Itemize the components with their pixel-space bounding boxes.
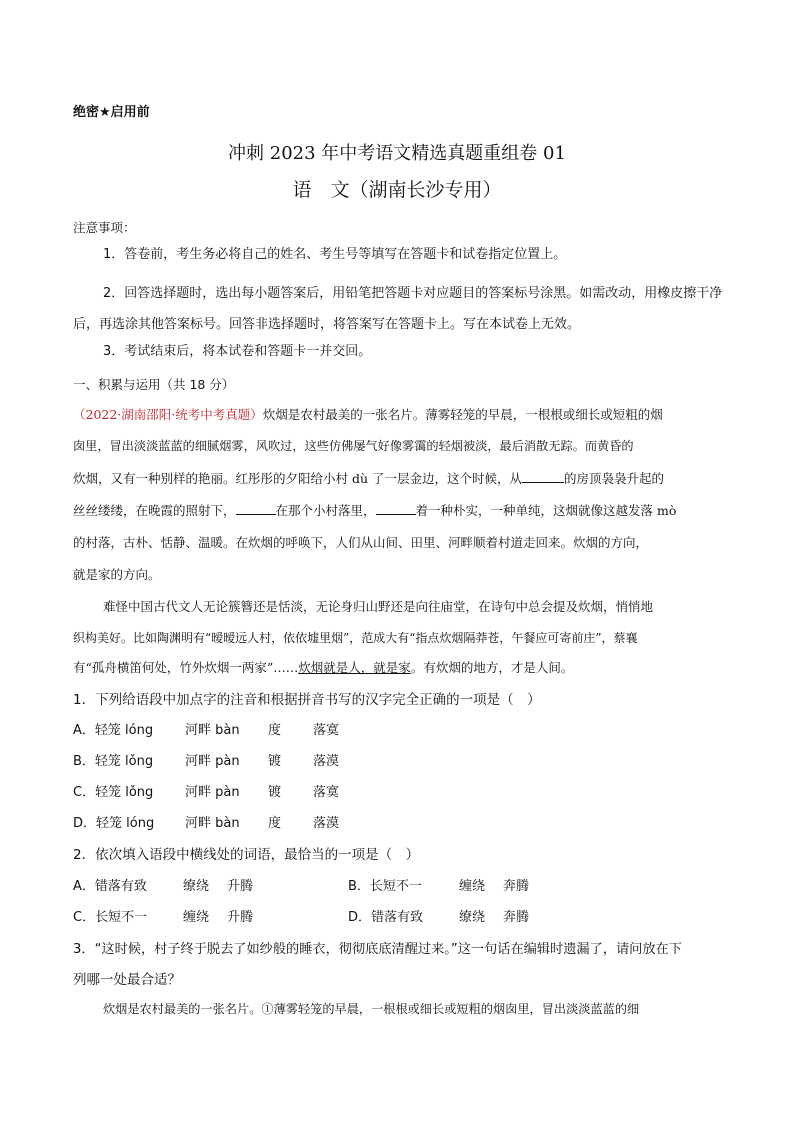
option-part: 河畔 bàn (185, 816, 240, 831)
passage-p2-line-1: 难怪中国古代文人无论簇簪还是恬淡，无论身归山野还是向往庙堂，在诗句中总会提及炊烟，悄悄地 (103, 599, 654, 614)
passage-line-6: 就是家的方向。 (73, 567, 161, 582)
passage-text: 有“孤舟横笛何处，竹外炊烟一两家”…… (73, 660, 299, 675)
question-1-stem: 1．下列给语段中加点字的注音和根据拼音书写的汉字完全正确的一项是（ ） (73, 692, 541, 708)
fill-blank (376, 502, 416, 515)
option-part: C．轻笼 lǒng (73, 785, 154, 800)
option-part: B．轻笼 lǒng (73, 754, 154, 769)
passage-line-5: 的村落，古朴、恬静、温暖。在炊烟的呼唤下，人们从山间、田里、河畔顺着村道走回来。炊烟的方向， (73, 535, 649, 550)
section-1-heading: 一、积累与运用（共 18 分） (73, 377, 235, 392)
option-part: 缠绕 (183, 910, 210, 925)
option-part: 缠绕 (459, 879, 486, 894)
option-part: B．长短不一 (348, 879, 422, 894)
passage-p2-line-3 (73, 658, 573, 676)
option-part: 落寞 (313, 785, 340, 800)
option-part: 河畔 pàn (185, 754, 240, 769)
question-3-stem-line-2: 列哪一处最合适？ (73, 972, 181, 988)
note-item-3: 3．考试结束后，将本试卷和答题卡一并交回。 (103, 344, 372, 359)
option-part: 镀 (268, 785, 282, 800)
note-item-1: 1．答卷前，考生务必将自己的姓名、考生号等填写在答题卡和试卷指定位置上。 (103, 247, 567, 262)
exam-subtitle: 语 文（湖南长沙专用） (292, 179, 502, 201)
option-part: 升腾 (227, 910, 254, 925)
note-item-2: 2．回答选择题时，选出每小题答案后，用铅笔把答题卡对应题目的答案标号涂黑。如需改动，用橡皮擦干净后，再选涂其他答案标号。回答非选择题时，将答案写在答题卡上。写在本试卷上无效。 (73, 286, 723, 332)
option-part: 河畔 pàn (185, 785, 240, 800)
option-part: A．轻笼 lóng (73, 723, 154, 738)
source-tag: （2022·湖南邵阳·统考中考真题） (73, 407, 263, 422)
fill-blank (236, 502, 276, 515)
passage-text: 炊烟，又有一种别样的艳丽。红彤彤的夕阳给小村 dù 了一层金边，这个时候，从 (73, 471, 523, 486)
option-part: A．错落有致 (73, 879, 147, 894)
passage-text: 丝丝缕缕，在晚霞的照射下， (73, 503, 236, 518)
passage-text: 的房顶袅袅升起的 (564, 471, 665, 486)
option-part: 镀 (268, 754, 282, 769)
fill-blank (522, 470, 564, 483)
option-part: 度 (268, 816, 282, 831)
passage-text: 在那个小村落里， (275, 503, 376, 518)
underlined-sentence: 炊烟就是人，就是家 (298, 660, 411, 675)
option-part: 奔腾 (503, 879, 530, 894)
option-part: 河畔 bàn (185, 723, 240, 738)
exam-title: 冲刺 2023 年中考语文精选真题重组卷 01 (228, 143, 566, 164)
passage-line-1 (73, 405, 663, 423)
passage-line-2: 囱里，冒出淡淡蓝蓝的细腻烟雾，风吹过，这些仿佛屡气好像雾霭的轻烟被淡，最后消散无踪。而黄昏的 (73, 439, 634, 453)
option-part: 奔腾 (503, 910, 530, 925)
passage-line-4 (73, 501, 676, 519)
option-part: C．长短不一 (73, 910, 148, 925)
option-part: D．轻笼 lóng (73, 816, 155, 831)
passage-text: 炊烟是农村最美的一张名片。薄雾轻笼的早晨，一根根或细长或短粗的烟 (262, 407, 663, 422)
confidential-mark: 绝密★启用前 (73, 105, 150, 120)
option-part: 缭绕 (183, 879, 210, 894)
option-part: 落漠 (313, 754, 340, 769)
passage-text: 。有炊烟的地方，才是人间。 (410, 660, 574, 675)
option-part: 升腾 (227, 879, 254, 894)
passage-p2-line-2: 织构美好。比如陶渊明有“暧暧远人村，依依墟里烟”，范成大有“指点炊烟隔莽苍，午餐应可寄前庄”，蔡襄 (73, 631, 638, 645)
question-2-stem: 2．依次填入语段中横线处的词语，最恰当的一项是（ ） (73, 847, 420, 863)
question-3-text: 炊烟是农村最美的一张名片。①薄雾轻笼的早晨，一根根或细长或短粗的烟囱里，冒出淡淡蓝蓝的细 (103, 1002, 640, 1016)
notes-heading: 注意事项： (73, 220, 136, 235)
option-part: 落寞 (313, 723, 340, 738)
question-3-stem-line-1: 3．“这时候，村子终于脱去了如纱般的睡衣，彻彻底底清醒过来。”这一句话在编辑时遗漏了，请问放在下 (73, 942, 682, 957)
option-part: 度 (268, 723, 282, 738)
option-part: D．错落有致 (348, 910, 424, 925)
passage-line-3 (73, 469, 664, 487)
option-part: 落漠 (313, 816, 340, 831)
passage-text: 着一种朴实，一种单纯，这烟就像这越发落 mò (415, 503, 677, 518)
option-part: 缭绕 (459, 910, 486, 925)
